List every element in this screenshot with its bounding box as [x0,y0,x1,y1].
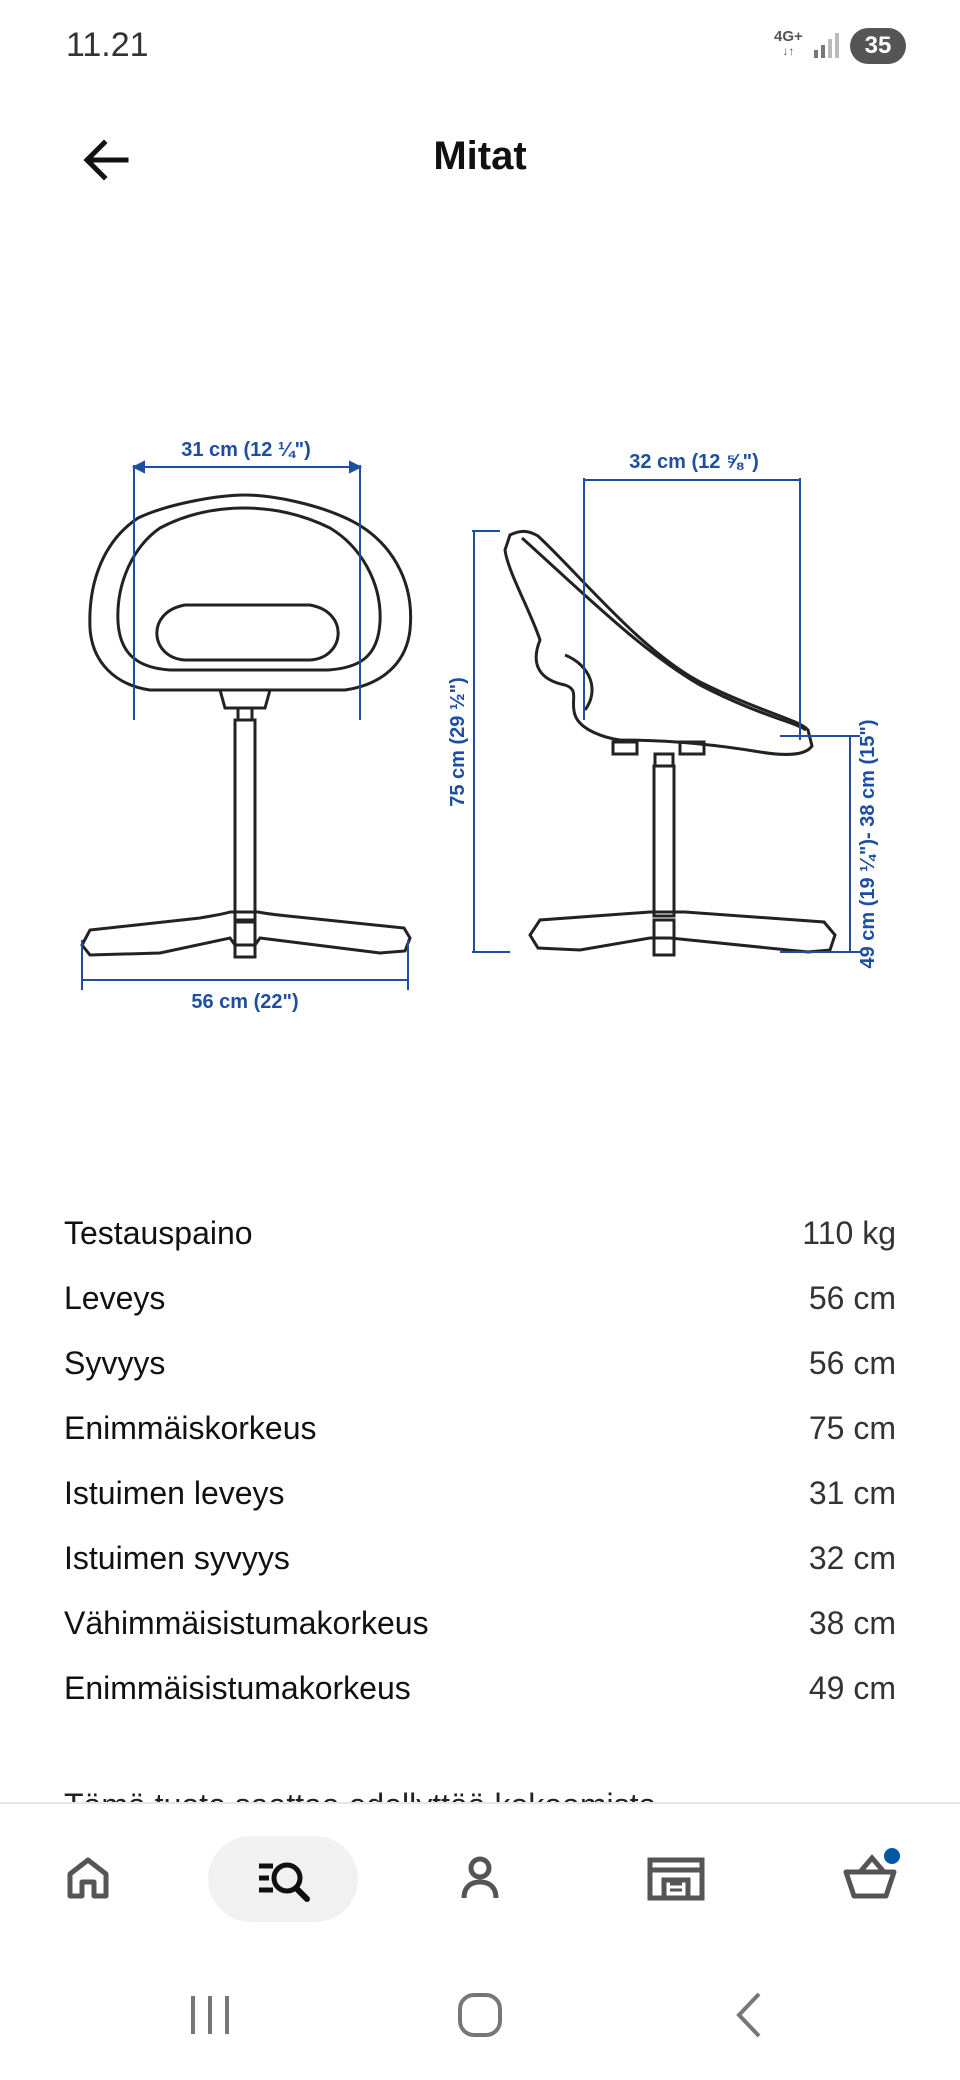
store-icon[interactable] [636,1838,716,1918]
spec-row [64,1530,896,1595]
profile-icon[interactable] [440,1838,520,1918]
status-time: 11.21 [66,26,149,64]
spec-value: 56 cm [808,1345,896,1381]
spec-row [64,1205,896,1270]
system-back-icon[interactable] [725,1990,775,2040]
spec-label: Testauspaino [64,1215,253,1251]
battery-icon: 35 [850,28,906,64]
front-cushion [157,605,338,660]
side-base [530,912,835,952]
network-label: 4G+ [774,28,803,45]
bottom-nav [0,1802,960,1952]
home-button-icon[interactable] [455,1990,505,2040]
app-bar [0,100,960,220]
spec-row [64,1660,896,1725]
recent-apps-icon[interactable] [185,1990,235,2040]
system-nav-bar [0,1950,960,2080]
spec-row [64,1595,896,1660]
seat-height-label: 49 cm (19 ¼")- 38 cm (15") [857,719,879,969]
spec-label: Syvyys [64,1345,166,1381]
spec-row [64,1465,896,1530]
spec-value: 32 cm [808,1540,896,1576]
spec-row [64,1400,896,1465]
spec-value: 31 cm [808,1475,896,1511]
spec-label: Vähimmäisistumakorkeus [64,1605,429,1641]
spec-row [64,1335,896,1400]
cart-icon[interactable] [832,1838,912,1918]
dimension-drawing [60,400,930,1020]
spec-row [64,1270,896,1335]
front-base [82,912,410,955]
assembly-note [64,1788,665,1802]
max-height-label: 75 cm (29 ½") [447,677,469,807]
spec-label: Enimmäiskorkeus [64,1410,317,1446]
network-type-icon: 4G+ ↓↑ [774,28,803,58]
dimension-spec-list [64,1205,896,1725]
spec-label: Enimmäisistumakorkeus [64,1670,411,1706]
spec-label: Istuimen leveys [64,1475,285,1511]
cart-badge [884,1848,900,1864]
spec-value: 110 kg [802,1215,896,1251]
spec-value: 38 cm [808,1605,896,1641]
spec-value: 49 cm [808,1670,896,1706]
base-width-label: 56 cm (22") [191,991,299,1013]
seat-width-label: 31 cm (12 ¼") [181,439,311,461]
seat-depth-label: 32 cm (12 ⅝") [629,451,759,473]
page-title: Mitat [433,134,527,178]
spec-label: Istuimen syvyys [64,1540,290,1576]
signal-icon [812,30,842,60]
search-icon[interactable] [243,1838,323,1918]
spec-value: 75 cm [808,1410,896,1446]
front-seat-inner [118,508,380,670]
spec-value: 56 cm [808,1280,896,1316]
home-icon[interactable] [48,1838,128,1918]
spec-label: Leveys [64,1280,166,1316]
status-bar [0,0,960,90]
